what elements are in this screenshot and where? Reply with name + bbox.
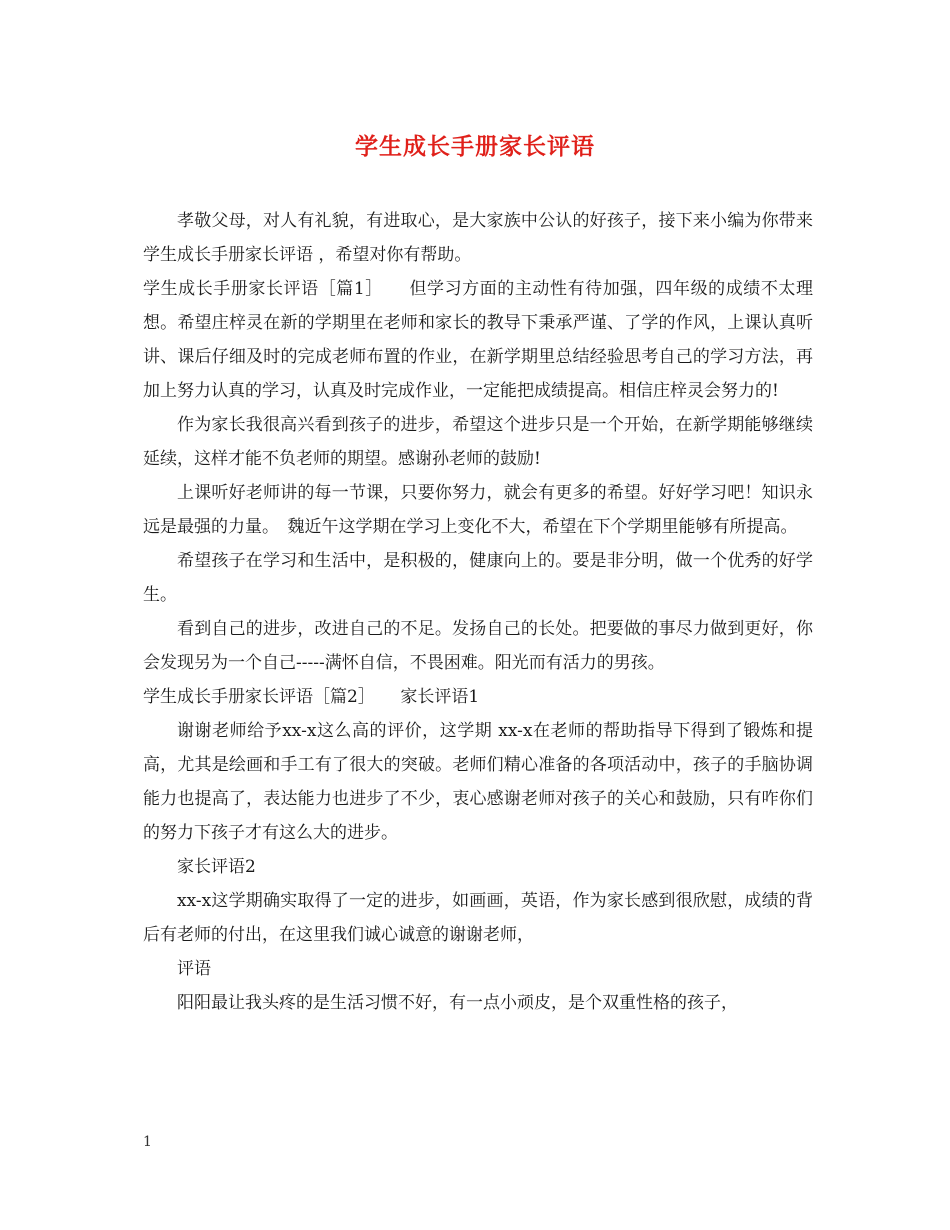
paragraph: 看到自己的进步，改进自己的不足。发扬自己的长处。把要做的事尽力做到更好，你会发现另为一个自己-----满怀自信，不畏困难。阳光而有活力的男孩。 (143, 619, 813, 673)
paragraph-section-1: 学生成长手册家长评语［篇1］ 但学习方面的主动性有待加强，四年级的成绩不太理想。希望庄梓灵在新的学期里在老师和家长的教导下秉承严谨、了学的作风，上课认真听讲、课后仔细及时的完成老师布置的作业，在新学期里总结经验思考自己的学习方法，再加上努力认真的学习，认真及时完成作业，一定能把成绩提高。相信庄梓灵会努力的! (143, 279, 813, 401)
document-title: 学生成长手册家长评语 (355, 134, 595, 160)
paragraph: xx-x这学期确实取得了一定的进步，如画画，英语，作为家长感到很欣慰，成绩的背后有老师的付出，在这里我们诚心诚意的谢谢老师， (143, 891, 813, 945)
paragraph-section-2: 学生成长手册家长评语［篇2］ 家长评语1 (143, 687, 480, 707)
paragraph: 希望孩子在学习和生活中，是积极的，健康向上的。要是非分明，做一个优秀的好学生。 (143, 551, 813, 605)
paragraph: 谢谢老师给予xx-x这么高的评价，这学期 xx-x在老师的帮助指导下得到了锻炼和提高，尤其是绘画和手工有了很大的突破。老师们精心准备的各项活动中，孩子的手脑协调能力也提高了，表达能力也进步了不少，衷心感谢老师对孩子的关心和鼓励，只有咋你们的努力下孩子才有这么大的进步。 (143, 721, 813, 843)
paragraph-subheading: 评语 (177, 959, 211, 979)
page-number: 1 (143, 1134, 152, 1150)
paragraph-intro: 孝敬父母，对人有礼貌，有进取心，是大家族中公认的好孩子，接下来小编为你带来学生成长手册家长评语 ，希望对你有帮助。 (143, 211, 813, 265)
paragraph: 阳阳最让我头疼的是生活习惯不好，有一点小顽皮，是个双重性格的孩子， (177, 993, 738, 1013)
paragraph-subheading: 家长评语2 (177, 857, 256, 877)
paragraph: 作为家长我很高兴看到孩子的进步，希望这个进步只是一个开始，在新学期能够继续延续，这样才能不负老师的期望。感谢孙老师的鼓励! (143, 415, 813, 469)
document-body (143, 204, 813, 1020)
paragraph: 上课听好老师讲的每一节课，只要你努力，就会有更多的希望。好好学习吧！知识永远是最强的力量。 魏近午这学期在学习上变化不大，希望在下个学期里能够有所提高。 (143, 483, 813, 537)
